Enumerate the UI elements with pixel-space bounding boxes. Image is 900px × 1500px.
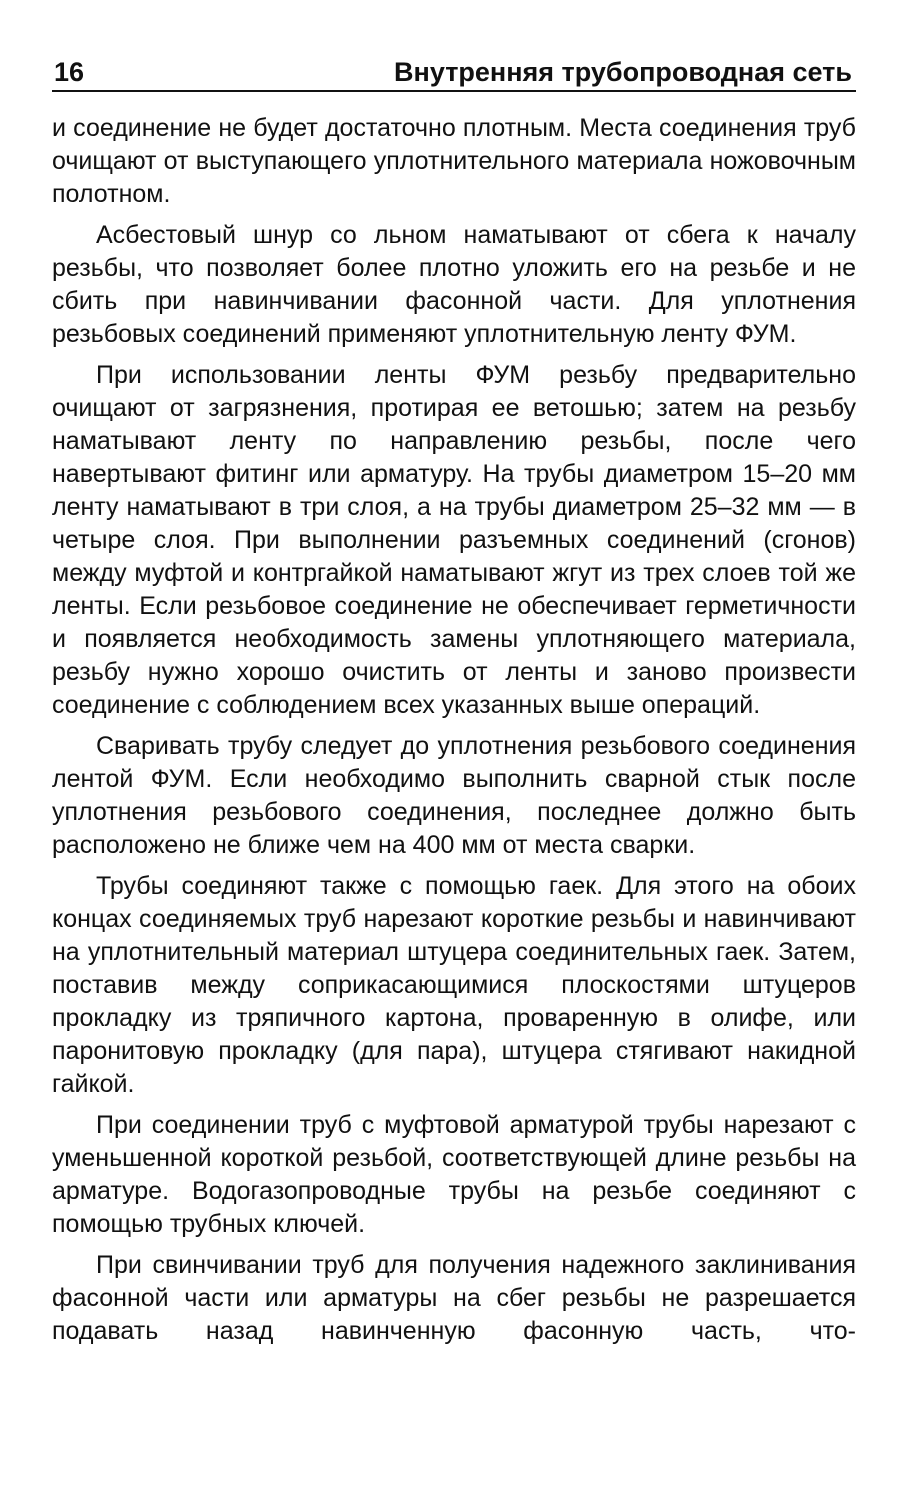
paragraph-asbestos-cord: Асбестовый шнур со льном наматывают от сбега к началу резьбы, что позволяет более плотно уложить его на резьбе и не сбить при навинчивании фасонной части. Для уплотнения резьбовых соединений применяют уплотнительную ленту ФУМ.: [52, 221, 856, 348]
paragraph-continued: и соединение не будет достаточно плотным. Места соединения труб очищают от выступающего уплотнительного материала ножовочным полотном.: [52, 114, 856, 208]
paragraph-screwing: При свинчивании труб для получения надежного заклинивания фасонной части или арматуры на сбег резьбы не разрешается подавать назад навинченную фасонную часть, что-: [52, 1251, 856, 1345]
page-header: [52, 48, 856, 92]
running-title: Внутренняя трубопроводная сеть: [394, 57, 852, 87]
body-text: [52, 112, 856, 1348]
book-page: [52, 48, 856, 1356]
paragraph-nut-joints: Трубы соединяют также с помощью гаек. Для этого на обоих концах соединяемых труб нарезают короткие резьбы и навинчивают на уплотнительный материал штуцера соединительных гаек. Затем, поставив между соприкасающимися плоскостями штуцеров прокладку из тряпичного картона, проваренную в олифе, или паронитовую прокладку (для пара), штуцера стягивают накидной гайкой.: [52, 872, 856, 1098]
paragraph-welding: Сваривать трубу следует до уплотнения резьбового соединения лентой ФУМ. Если необходимо выполнить сварной стык после уплотнения резьбового соединения, последнее должно быть расположено не ближе чем на 400 мм от места сварки.: [52, 732, 856, 859]
page-number: 16: [54, 57, 85, 87]
paragraph-fum-tape: При использовании ленты ФУМ резьбу предварительно очищают от загрязнения, протирая ее ветошью; затем на резьбу наматывают ленту по направлению резьбы, после чего навертывают фитинг или арматуру. На трубы диаметром 15–20 мм ленту наматывают в три слоя, а на трубы диаметром 25–32 мм — в четыре слоя. При выполнении разъемных соединений (сгонов) между муфтой и контргайкой наматывают жгут из трех слоев той же ленты. Если резьбовое соединение не обеспечивает герметичности и появляется необходимость замены уплотняющего материала, резьбу нужно хорошо очистить от ленты и заново произвести соединение с соблюдением всех указанных выше операций.: [52, 361, 856, 719]
paragraph-coupling-fittings: При соединении труб с муфтовой арматурой трубы нарезают с уменьшенной короткой резьбой, соответствующей длине резьбы на арматуре. Водогазопроводные трубы на резьбе соединяют с помощью трубных ключей.: [52, 1111, 856, 1238]
